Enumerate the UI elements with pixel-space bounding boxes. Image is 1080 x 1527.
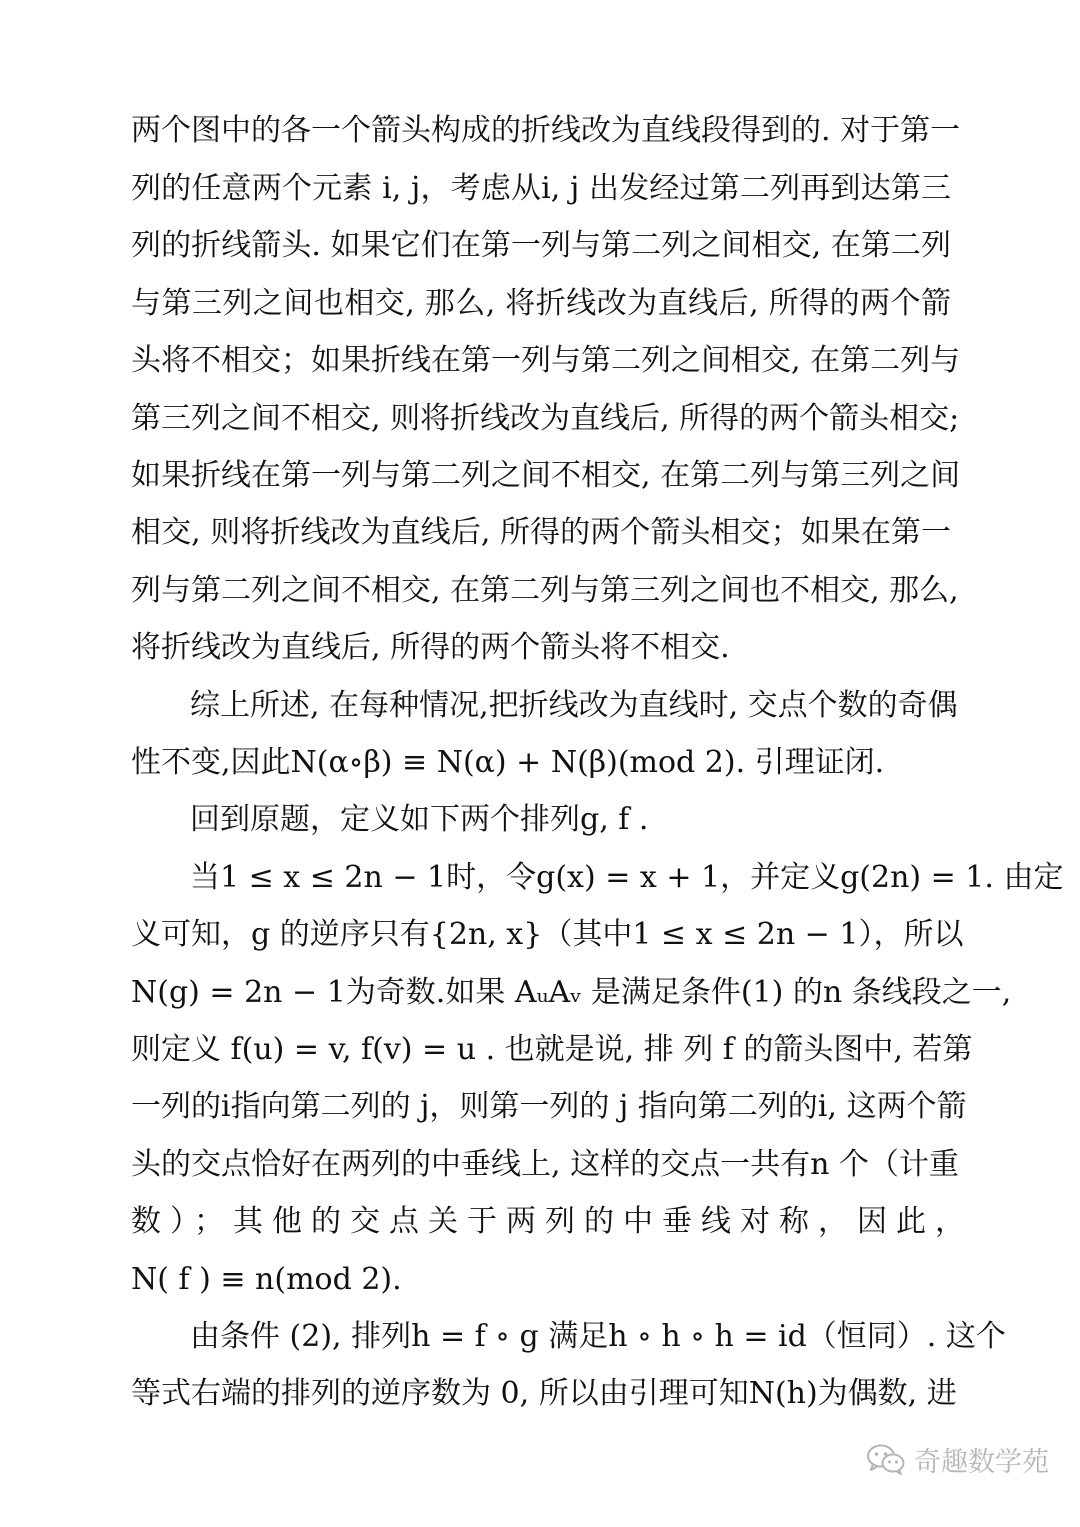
text-line: 性不变,因此N(α∘β) ≡ N(α) + N(β)(mod 2). 引理证闭.	[131, 745, 885, 780]
text-line: 义可知，g 的逆序只有{2n, x}（其中1 ≤ x ≤ 2n − 1），所以	[131, 917, 964, 952]
text-line: 头将不相交；如果折线在第一列与第二列之间相交, 在第二列与	[131, 343, 961, 378]
text-line: 一列的i指向第二列的 j，则第一列的 j 指向第二列的i, 这两个箭	[131, 1089, 967, 1124]
text-line: 第三列之间不相交, 则将折线改为直线后, 所得的两个箭头相交;	[131, 401, 960, 436]
watermark-text: 奇趣数学苑	[914, 1446, 1049, 1478]
text-line: 将折线改为直线后, 所得的两个箭头将不相交.	[131, 630, 730, 665]
text-line: 列与第二列之间不相交, 在第二列与第三列之间也不相交, 那么,	[131, 573, 959, 608]
text-line: 数）；其他的交点关于两列的中垂线对称，因此，	[131, 1204, 974, 1239]
text-line: 回到原题，定义如下两个排列g, f .	[190, 802, 649, 837]
text-line: 两个图中的各一个箭头构成的折线改为直线段得到的. 对于第一	[131, 113, 961, 148]
text-line: 列的折线箭头. 如果它们在第一列与第二列之间相交, 在第二列	[131, 228, 951, 263]
text-line: 综上所述, 在每种情况,把折线改为直线时, 交点个数的奇偶	[190, 688, 958, 723]
wechat-icon	[866, 1442, 906, 1476]
text-line: 由条件 (2), 排列h = f ∘ g 满足h ∘ h ∘ h = id（恒同）. 这个	[190, 1319, 1006, 1354]
text-line: 当1 ≤ x ≤ 2n − 1时，令g(x) = x + 1，并定义g(2n) = 1. 由定	[190, 860, 1064, 895]
text-line: 如果折线在第一列与第二列之间不相交, 在第二列与第三列之间	[131, 458, 961, 493]
text-line: 相交, 则将折线改为直线后, 所得的两个箭头相交；如果在第一	[131, 515, 951, 550]
text-line: 与第三列之间也相交, 那么, 将折线改为直线后, 所得的两个箭	[131, 286, 951, 321]
text-line: 头的交点恰好在两列的中垂线上, 这样的交点一共有n 个（计重	[131, 1147, 959, 1182]
text-line: N(g) = 2n − 1为奇数.如果 AᵤAᵥ 是满足条件(1) 的n 条线段之一,	[131, 975, 1012, 1010]
text-line: N( f ) ≡ n(mod 2).	[131, 1262, 402, 1297]
text-line: 等式右端的排列的逆序数为 0, 所以由引理可知N(h)为偶数, 进	[131, 1376, 957, 1411]
text-line: 列的任意两个元素 i, j，考虑从i, j 出发经过第二列再到达第三	[131, 171, 951, 206]
text-line: 则定义 f(u) = v, f(v) = u . 也就是说, 排 列 f 的箭头图中, 若第	[131, 1032, 973, 1067]
watermark	[866, 1437, 1049, 1481]
